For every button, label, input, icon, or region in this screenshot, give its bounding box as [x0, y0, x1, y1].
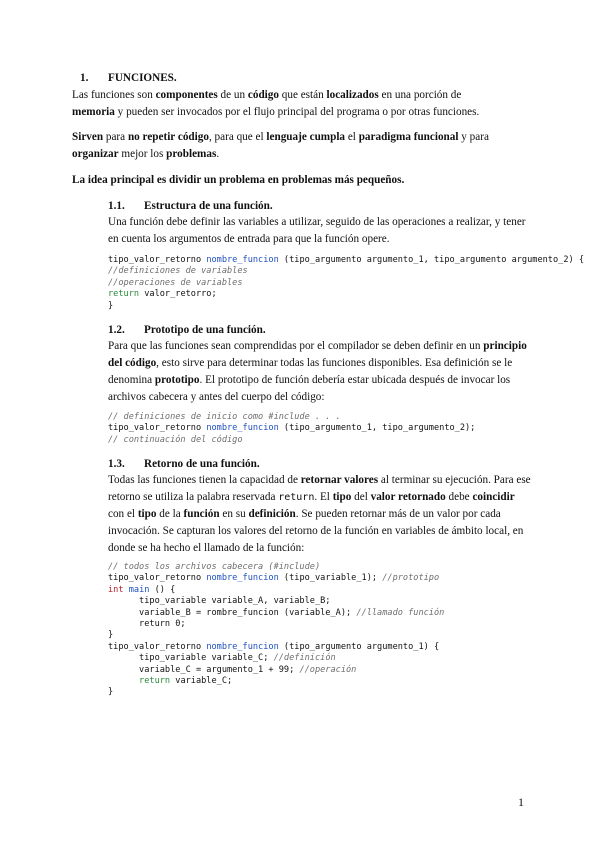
subsection-heading-1-3: 1.3. Retorno de una función. — [108, 458, 260, 470]
subsection-text-1-3: Todas las funciones tienen la capacidad de retornar valores al terminar su ejecución. Para ese retorno se utiliza la palabra reservada return. El tipo del valor retornado debe coincidir con el tipo de la función en su definición. Se pueden retornar más de un valor por cada invocación. Se capturan los valores del retorno de la función en variables de ámbito local, en donde se ha hecho el llamado de la función: — [108, 474, 531, 554]
section-heading — [80, 70, 177, 87]
subsection-heading-1-1: 1.1. Estructura de una función. — [108, 200, 273, 212]
intro-paragraph: Las funciones son componentes de un código que están localizados en una porción de memoria y pueden ser invocados por el flujo principal del programa o por otras funciones. — [72, 89, 480, 118]
purpose-paragraph: Sirven para no repetir código, para que el lenguaje cumpla el paradigma funcional y para organizar mejor los problemas. — [72, 131, 489, 160]
page-number: 1 — [518, 795, 524, 809]
subsection-text-1-2: Para que las funciones sean comprendidas por el compilador se deben definir en un principio del código, esto sirve para determinar todas las funciones disponibles. Esa definición se le denomina prototipo. El prototipo de función debería estar ubicada después de invocar los archivos cabecera y antes del cuerpo del código: — [108, 340, 527, 403]
subsection-text-1-1: Una función debe definir las variables a utilizar, seguido de las operaciones a realizar, y tener en cuenta los argumentos de entrada para que la función opere. — [108, 216, 526, 245]
main-idea: La idea principal es dividir un problema en problemas más pequeños. — [72, 174, 405, 186]
section-number: 1. — [80, 72, 89, 84]
code-block-return: // todos los archivos cabecera (#include) tipo_valor_retorno nombre_funcion (tipo_variable_1); //prototipo int main () { tipo_variable variable_A, variable_B; variable_B = rombre_funcion (variable_A); //llamado función return 0; } tipo_valor_retorno nombre_funcion (tipo_argumento argumento_1) { tipo_variable variable_C; //definición variable_C = argumento_1 + 99; //operación return variable_C; } — [108, 562, 445, 698]
code-block-prototype: // definiciones de inicio como #include . . . tipo_valor_retorno nombre_funcion (tipo_argumento_1, tipo_argumento_2); // continuación del código — [108, 412, 476, 445]
section-title: FUNCIONES. — [108, 72, 177, 84]
code-block-structure: tipo_valor_retorno nombre_funcion (tipo_argumento argumento_1, tipo_argumento argumento_2) { //definiciones de variables //operaciones de variables return valor_retorro; } — [108, 255, 585, 311]
subsection-heading-1-2: 1.2. Prototipo de una función. — [108, 324, 266, 336]
